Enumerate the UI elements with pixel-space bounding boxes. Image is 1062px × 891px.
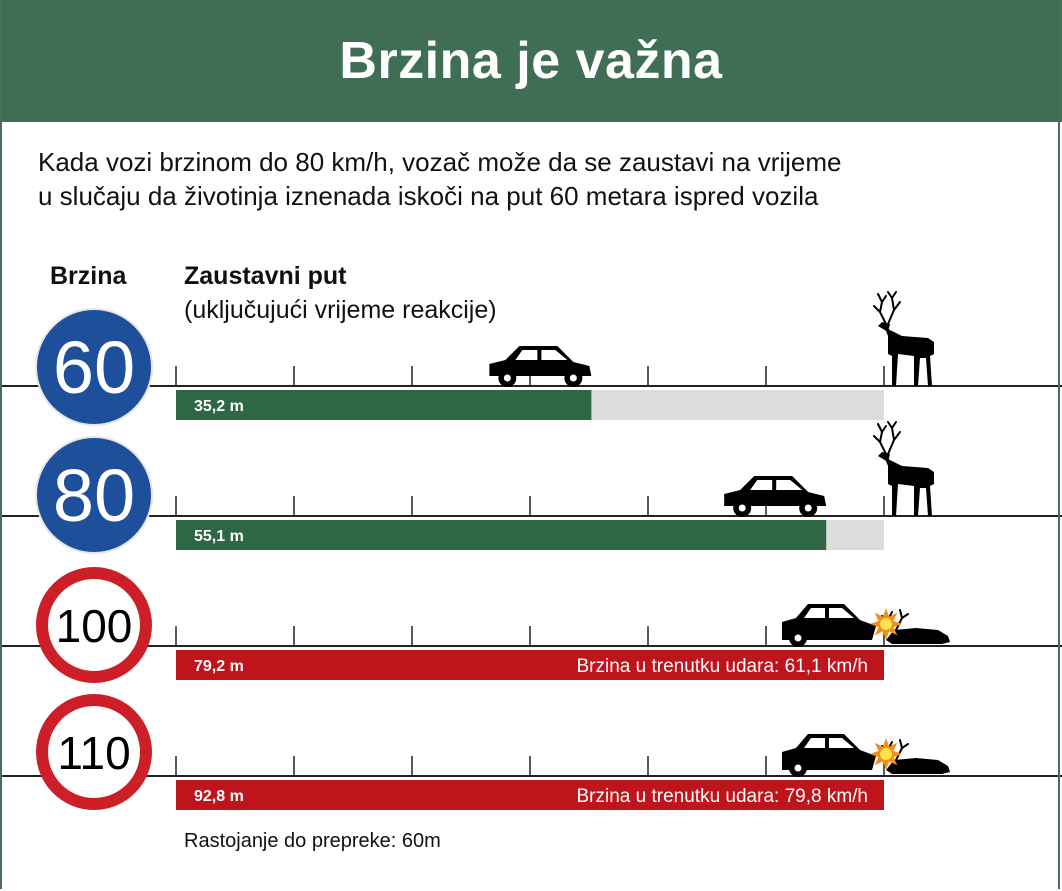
car-icon xyxy=(782,734,876,777)
car-icon xyxy=(489,346,591,387)
impact-speed-label: Brzina u trenutku udara: 79,8 km/h xyxy=(576,786,868,807)
car-icon xyxy=(782,604,876,647)
speed-limit-sign xyxy=(36,694,152,810)
row-speed-100 xyxy=(0,567,1062,683)
speed-sign-value: 60 xyxy=(52,326,136,409)
stopping-distance-bar xyxy=(176,520,826,550)
impact-speed-label: Brzina u trenutku udara: 61,1 km/h xyxy=(576,656,868,677)
distance-label: 55,1 m xyxy=(194,528,244,545)
obstacle-distance-note: Rastojanje do prepreke: 60m xyxy=(184,830,441,852)
page-title: Brzina je važna xyxy=(339,32,723,90)
speed-limit-sign xyxy=(36,567,152,683)
row-speed-60 xyxy=(0,292,1062,425)
row-speed-80 xyxy=(0,422,1062,553)
distance-label: 92,8 m xyxy=(194,788,244,805)
distance-column-note: (uključujući vrijeme reakcije) xyxy=(184,296,497,324)
intro-line-1: Kada vozi brzinom do 80 km/h, vozač može da se zaustavi na vrijeme xyxy=(38,147,842,177)
speed-sign-value: 100 xyxy=(55,600,133,652)
minimum-speed-sign xyxy=(36,309,152,425)
distance-label: 79,2 m xyxy=(194,658,244,675)
intro-line-2: u slučaju da životinja iznenada iskoči na put 60 metara ispred vozila xyxy=(38,181,819,211)
speed-column-heading: Brzina xyxy=(50,262,127,290)
distance-column-heading: Zaustavni put xyxy=(184,262,347,290)
car-icon xyxy=(724,476,826,517)
distance-label: 35,2 m xyxy=(194,398,244,415)
row-speed-110 xyxy=(0,694,1062,810)
deer-standing-icon xyxy=(874,422,934,516)
minimum-speed-sign xyxy=(36,437,152,553)
speed-sign-value: 80 xyxy=(52,454,136,537)
deer-standing-icon xyxy=(874,292,934,386)
speed-sign-value: 110 xyxy=(57,727,131,779)
